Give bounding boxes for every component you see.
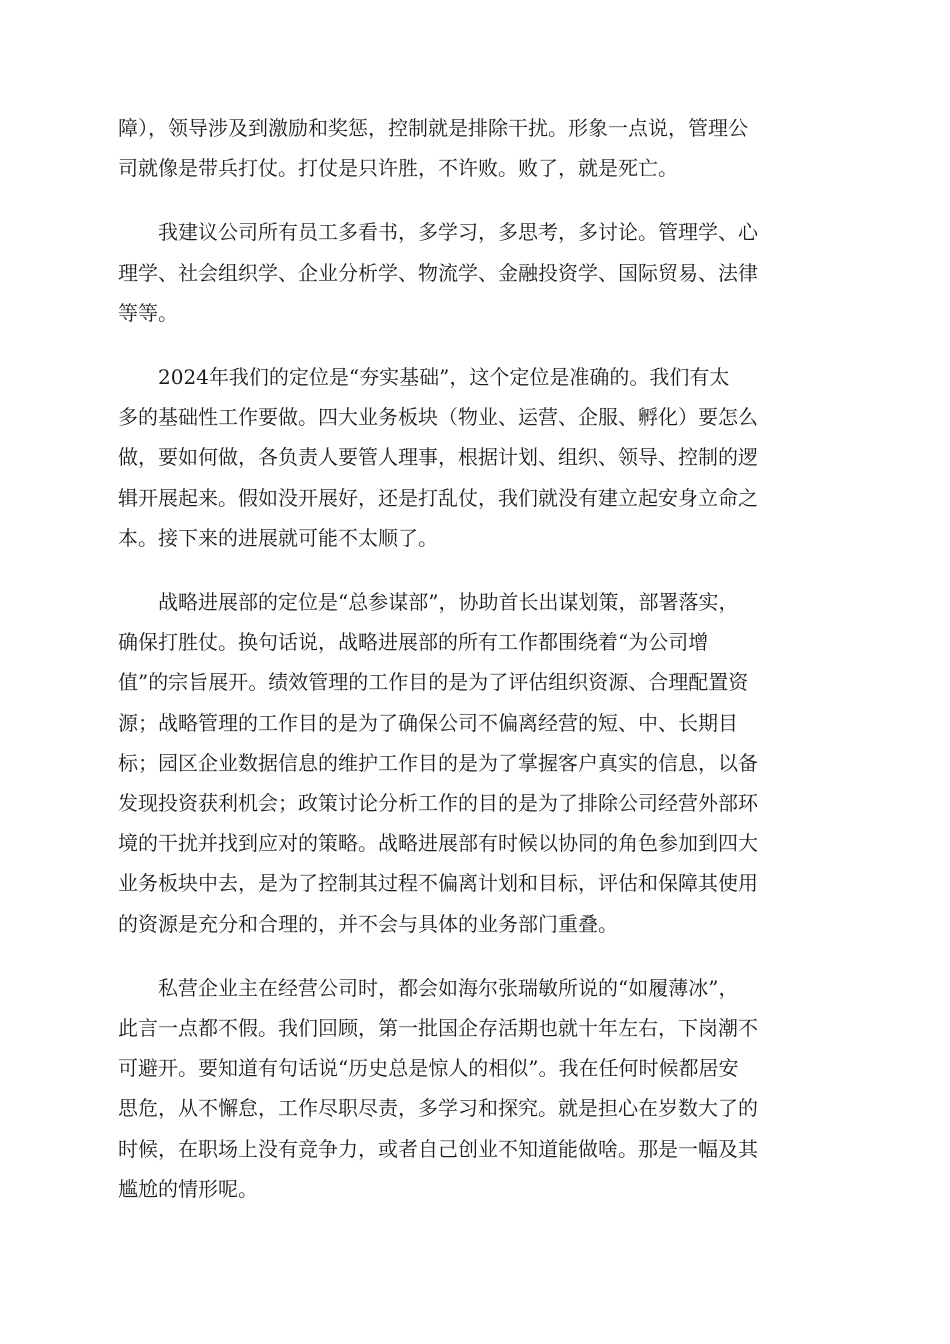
text-line: 值”的宗旨展开。绩效管理的工作目的是为了评估组织资源、合理配置资 [118, 670, 749, 695]
text-line: 理学、社会组织学、企业分析学、物流学、金融投资学、国际贸易、法律 [118, 260, 758, 285]
text-line: 障），领导涉及到激励和奖惩，控制就是排除干扰。形象一点说，管理公 [118, 116, 748, 140]
text-line: 辑开展起来。假如没开展好，还是打乱仗，我们就没有建立起安身立命之 [118, 485, 758, 510]
text-line: 源；战略管理的工作目的是为了确保公司不偏离经营的短、中、长期目 [118, 710, 738, 735]
text-line: 标；园区企业数据信息的维护工作目的是为了掌握客户真实的信息，以备 [118, 750, 758, 775]
text-line: 境的干扰并找到应对的策略。战略进展部有时候以协同的角色参加到四大 [118, 831, 758, 856]
text-line: 时候，在职场上没有竞争力，或者自己创业不知道能做啥。那是一幅及其 [118, 1136, 758, 1161]
text-line: 2024年我们的定位是“夯实基础”，这个定位是准确的。我们有太 [158, 365, 730, 390]
paragraph-5 [118, 968, 834, 1209]
paragraph-2 [118, 212, 834, 333]
text-line: 确保打胜仗。换句话说，战略进展部的所有工作都围绕着“为公司增 [118, 630, 709, 655]
text-line: 私营企业主在经营公司时，都会如海尔张瑞敏所说的“如履薄冰”， [158, 975, 739, 1000]
text-line: 此言一点都不假。我们回顾，第一批国企存活期也就十年左右，下岗潮不 [118, 1016, 758, 1041]
paragraph-4 [118, 582, 834, 944]
text-line: 发现投资获利机会；政策讨论分析工作的目的是为了排除公司经营外部环 [118, 791, 758, 816]
text-line: 做，要如何做，各负责人要管人理事，根据计划、组织、领导、控制的逻 [118, 445, 758, 470]
text-line: 战略进展部的定位是“总参谋部”，协助首长出谋划策，部署落实， [158, 590, 739, 615]
text-line: 我建议公司所有员工多看书，多学习，多思考，多讨论。管理学、心 [158, 220, 758, 245]
text-line: 可避开。要知道有句话说“历史总是惊人的相似”。我在任何时候都居安 [118, 1056, 739, 1081]
text-line: 本。接下来的进展就可能不太顺了。 [118, 525, 438, 550]
text-line: 等等。 [118, 300, 178, 325]
text-line: 司就像是带兵打仗。打仗是只许胜，不许败。败了，就是死亡。 [118, 156, 678, 181]
text-line: 的资源是充分和合理的，并不会与具体的业务部门重叠。 [118, 911, 618, 936]
document-body [118, 108, 834, 1233]
text-line: 业务板块中去，是为了控制其过程不偏离计划和目标，评估和保障其使用 [118, 871, 758, 896]
text-line: 思危，从不懈怠，工作尽职尽责，多学习和探究。就是担心在岁数大了的 [118, 1096, 758, 1121]
paragraph-1 [118, 108, 834, 188]
text-line: 多的基础性工作要做。四大业务板块（物业、运营、企服、孵化）要怎么 [118, 405, 758, 430]
paragraph-3 [118, 357, 834, 558]
text-line: 尴尬的情形呢。 [118, 1176, 258, 1201]
